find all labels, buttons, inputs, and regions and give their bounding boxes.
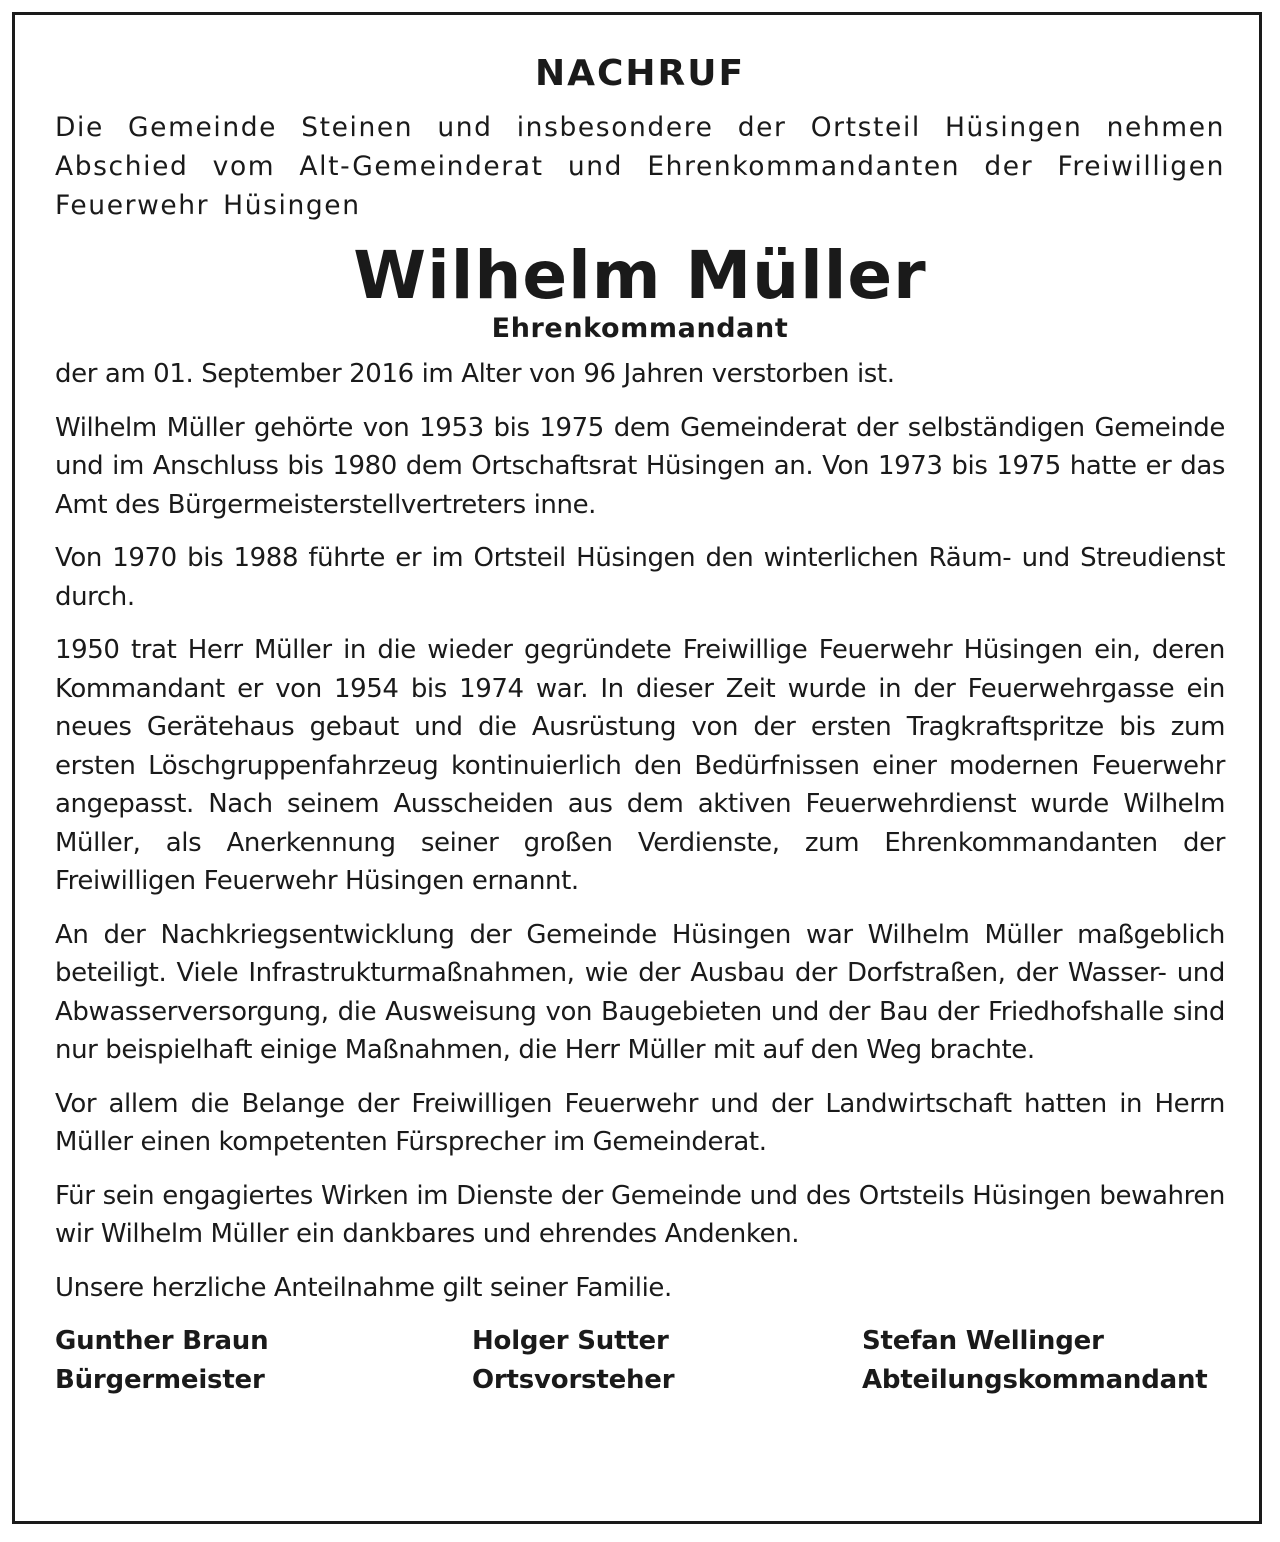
signature-name: Holger Sutter bbox=[472, 1326, 669, 1356]
remembrance-paragraph: Für sein engagiertes Wirken im Dienste der Gemeinde und des Ortsteils Hüsingen bewahren wir Wilhelm Müller ein dankbares und ehrendes Andenken. bbox=[55, 1180, 1225, 1249]
signature-commander bbox=[862, 1322, 1208, 1399]
condolence-paragraph: Unsere herzliche Anteilnahme gilt seiner Familie. bbox=[55, 1272, 672, 1303]
signature-block bbox=[55, 1322, 1225, 1402]
obituary-notice bbox=[55, 52, 1225, 1402]
winter-service-paragraph: Von 1970 bis 1988 führte er im Ortsteil Hüsingen den winterlichen Räum- und Streudienst durch. bbox=[55, 543, 1225, 612]
council-paragraph: Wilhelm Müller gehörte von 1953 bis 1975 dem Gemeinderat der selbständigen Gemeinde und im Anschluss bis 1980 dem Ortschaftsrat Hüsingen an. Von 1973 bis 1975 hatte er das Amt des Bürgermeisterstellvertreters inne. bbox=[55, 412, 1225, 520]
signature-name: Stefan Wellinger bbox=[862, 1326, 1104, 1356]
death-date-paragraph: der am 01. September 2016 im Alter von 96 Jahren verstorben ist. bbox=[55, 359, 895, 389]
deceased-title: Ehrenkommandant bbox=[491, 313, 789, 344]
signature-district-head bbox=[472, 1322, 674, 1399]
signature-role: Ortsvorsteher bbox=[472, 1364, 675, 1395]
signature-role: Abteilungskommandant bbox=[862, 1364, 1208, 1395]
intro-text: Die Gemeinde Steinen und insbesondere der Ortsteil Hüsingen nehmen Abschied vom Alt-Gemeinderat und Ehrenkommandanten der Freiwilligen Feuerwehr Hüsingen bbox=[55, 112, 1225, 221]
advocate-paragraph: Vor allem die Belange der Freiwilligen Feuerwehr und der Landwirtschaft hatten in Herrn Müller einen kompetenten Fürsprecher im Gemeinderat. bbox=[55, 1088, 1225, 1157]
notice-heading: NACHRUF bbox=[534, 53, 746, 94]
signature-name: Gunther Braun bbox=[55, 1326, 269, 1356]
signature-role: Bürgermeister bbox=[55, 1364, 265, 1395]
signature-mayor bbox=[55, 1322, 268, 1399]
fire-brigade-paragraph: 1950 trat Herr Müller in die wieder gegründete Freiwillige Feuerwehr Hüsingen ein, deren Kommandant er von 1954 bis 1974 war. In dieser Zeit wurde in der Feuerwehrgasse ein neues Gerätehaus gebaut und die Ausrüstung von der ersten Tragkraftspritze bis zum ersten Löschgruppenfahrzeug kontinuierlich den Bedürfnissen einer modernen Feuerwehr angepasst. Nach seinem Ausscheiden aus dem aktiven Feuerwehrdienst wurde Wilhelm Müller, als Anerkennung seiner großen Verdienste, zum Ehrenkommandanten der Freiwilligen Feuerwehr Hüsingen ernannt. bbox=[55, 635, 1225, 896]
development-paragraph: An der Nachkriegsentwicklung der Gemeinde Hüsingen war Wilhelm Müller maßgeblich beteiligt. Viele Infrastrukturmaßnahmen, wie der Ausbau der Dorfstraßen, der Wasser- und Abwasserversorgung, die Ausweisung von Baugebieten und der Bau der Friedhofshalle sind nur beispielhaft einige Maßnahmen, die Herr Müller mit auf den Weg brachte. bbox=[55, 919, 1225, 1065]
deceased-name: Wilhelm Müller bbox=[353, 237, 927, 314]
